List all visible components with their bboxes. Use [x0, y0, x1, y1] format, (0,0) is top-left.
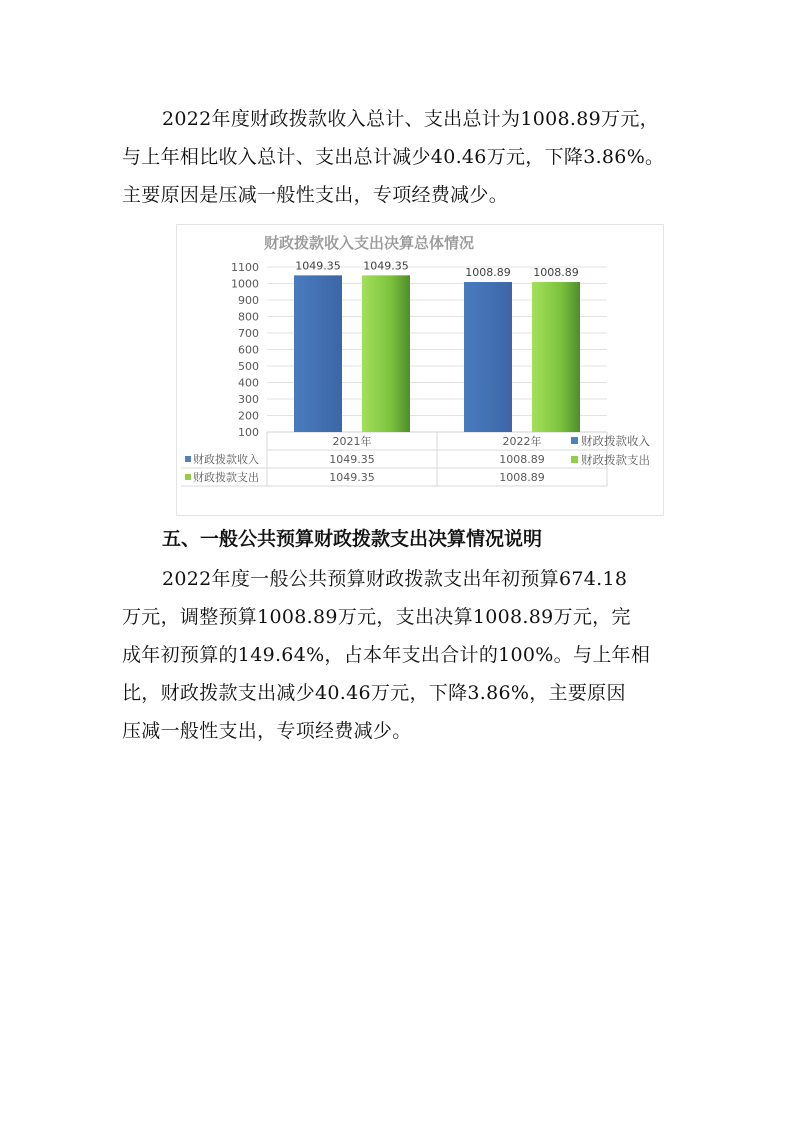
table-value: 1049.35: [329, 471, 375, 484]
table-series-name: 财政拨款收入: [193, 453, 259, 466]
table-value: 1008.89: [499, 453, 545, 466]
x-tick-label: 2021年: [332, 435, 372, 448]
bar-expenditure: [532, 282, 580, 432]
data-label: 1049.35: [363, 259, 409, 273]
data-label: 1049.35: [295, 259, 341, 273]
paragraph-line: 2022年度财政拨款收入总计、支出总计为1008.89万元，: [162, 108, 659, 130]
y-tick-label: 600: [238, 343, 259, 357]
y-tick-label: 500: [238, 360, 259, 373]
bar-expenditure: [362, 275, 410, 432]
paragraph-line: 主要原因是压减一般性支出，专项经费减少。: [122, 184, 509, 206]
paragraph-general-budget-expenditure: [122, 560, 672, 750]
fiscal-appropriation-chart: [176, 224, 664, 516]
chart-canvas: [177, 225, 663, 515]
table-series-swatch: [185, 474, 191, 480]
y-tick-label: 400: [238, 376, 259, 390]
paragraph-line: 成年初预算的149.64%，占本年支出合计的100%。与上年相: [122, 644, 651, 666]
legend-swatch: [571, 456, 578, 463]
y-tick-label: 300: [238, 393, 259, 406]
bar-revenue: [464, 282, 512, 432]
data-label: 1008.89: [465, 266, 511, 280]
paragraph-line: 比，财政拨款支出减少40.46万元，下降3.86%，主要原因: [122, 682, 626, 704]
y-tick-label: 1100: [231, 261, 259, 274]
table-series-name: 财政拨款支出: [193, 471, 259, 484]
y-tick-label: 100: [238, 426, 259, 439]
chart-title: 财政拨款收入支出决算总体情况: [263, 234, 475, 252]
paragraph-line: 万元，调整预算1008.89万元，支出决算1008.89万元，完: [122, 606, 631, 628]
paragraph-line: 与上年相比收入总计、支出总计减少40.46万元，下降3.86%。: [122, 146, 665, 168]
y-tick-label: 900: [238, 294, 259, 307]
legend-swatch: [571, 437, 578, 444]
section-heading: 五、一般公共预算财政拨款支出决算情况说明: [162, 528, 543, 550]
bar-revenue: [294, 275, 342, 432]
y-tick-label: 200: [238, 409, 259, 423]
y-tick-label: 800: [238, 310, 259, 324]
legend-entry: 财政拨款支出: [581, 453, 650, 467]
paragraph-line: 压减一般性支出，专项经费减少。: [122, 720, 412, 742]
y-tick-label: 700: [238, 327, 259, 340]
x-tick-label: 2022年: [502, 435, 542, 448]
paragraph-line: 2022年度一般公共预算财政拨款支出年初预算674.18: [162, 568, 628, 590]
data-label: 1008.89: [533, 266, 579, 280]
table-series-swatch: [185, 456, 191, 462]
table-value: 1049.35: [329, 453, 375, 466]
paragraph-revenue-expenditure-summary: [122, 100, 672, 214]
legend-entry: 财政拨款收入: [581, 434, 650, 448]
table-value: 1008.89: [499, 471, 545, 484]
y-tick-label: 1000: [231, 277, 259, 291]
